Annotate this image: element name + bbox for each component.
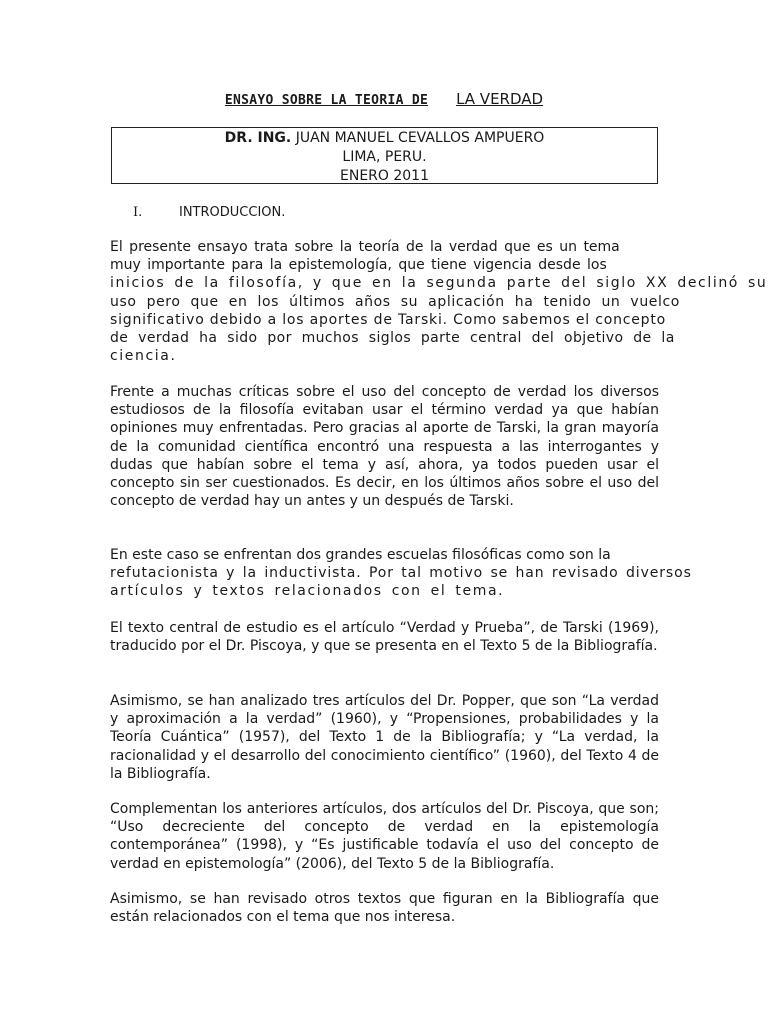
paragraph-3-line: refutacionista y la inductivista. Por tal motivo se han revisado diversos <box>110 565 692 582</box>
author-box <box>111 127 658 184</box>
section-heading <box>133 205 285 220</box>
paragraph-1-line: muy importante para la epistemología, que tiene vigencia desde los <box>110 257 607 274</box>
author-date: ENERO 2011 <box>340 168 429 184</box>
paragraph-5: Asimismo, se han analizado tres artículos del Dr. Popper, que son “La verdad y aproximación a la verdad” (1960), y “Propensiones, probabilidades y la Teoría Cuántica” (1957), del Texto 1 de la Bibliografía; y “La verdad, la racionalidad y el desarrollo del conocimiento científico” (1960), del Texto 4 de la Bibliografía. <box>110 693 659 782</box>
paragraph-3-line: En este caso se enfrentan dos grandes escuelas filosóficas como son la <box>110 547 611 563</box>
title-part-2: LA VERDAD <box>456 90 544 108</box>
paragraph-1-line: inicios de la filosofía, y que en la segunda parte del siglo XX declinó su <box>110 275 768 292</box>
paragraph-3 <box>110 546 768 601</box>
paragraph-1-line: de verdad ha sido por muchos siglos parte central del objetivo de la <box>110 330 675 347</box>
paragraph-6: Complementan los anteriores artículos, dos artículos del Dr. Piscoya, que son; “Uso decreciente del concepto de verdad en la epistemología contemporánea” (1998), y “Es justificable todavía el uso del concepto de verdad en epistemología” (2006), del Texto 5 de la Bibliografía. <box>110 801 659 872</box>
paragraph-1-line: significativo debido a los aportes de Tarski. Como sabemos el concepto <box>110 311 667 328</box>
paragraph-1 <box>110 238 768 365</box>
paragraph-1-line: ciencia. <box>110 348 177 365</box>
paragraph-1-line: El presente ensayo trata sobre la teoría de la verdad que es un tema <box>110 239 620 255</box>
author-prefix: DR. ING. <box>224 130 292 146</box>
section-number: I. <box>133 205 143 220</box>
paragraph-7: Asimismo, se han revisado otros textos que figuran en la Bibliografía que están relacionados con el tema que nos interesa. <box>110 891 659 926</box>
author-name: JUAN MANUEL CEVALLOS AMPUERO <box>295 130 545 146</box>
paragraph-3-line: artículos y textos relacionados con el tema. <box>110 583 505 600</box>
section-title: INTRODUCCION. <box>179 205 286 220</box>
paragraph-4: El texto central de estudio es el artículo “Verdad y Prueba”, de Tarski (1969), traducido por el Dr. Piscoya, y que se presenta en el Texto 5 de la Bibliografía. <box>110 620 659 655</box>
title-part-1: ENSAYO SOBRE LA TEORIA DE <box>224 93 429 108</box>
paragraph-1-line: uso pero que en los últimos años su aplicación ha tenido un vuelco <box>110 293 680 310</box>
author-line <box>112 129 657 148</box>
paragraph-2: Frente a muchas críticas sobre el uso del concepto de verdad los diversos estudiosos de la filosofía evitaban usar el término verdad ya que habían opiniones muy enfrentadas. Pero gracias al aporte de Tarski, la gran mayoría de la comunidad científica encontró una respuesta a las interrogantes y dudas que habían sobre el tema y así, ahora, ya todos pueden usar el concepto sin ser cuestionados. Es decir, en los últimos años sobre el uso del concepto de verdad hay un antes y un después de Tarski. <box>110 384 659 510</box>
document-title <box>0 90 768 108</box>
author-city: LIMA, PERU. <box>342 149 427 165</box>
